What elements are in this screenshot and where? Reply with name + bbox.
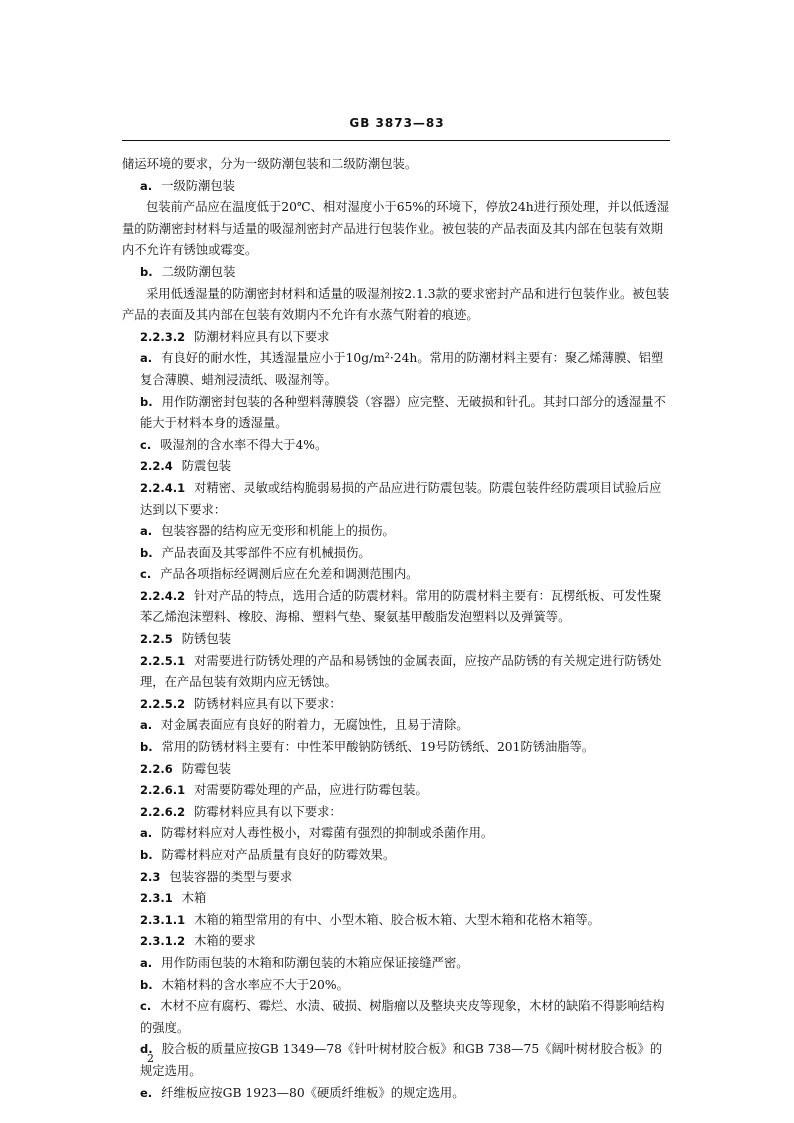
clause-number: c. (140, 437, 152, 452)
paragraph-text: 木箱的要求 (194, 934, 256, 949)
paragraph-text: 包装前产品应在温度低于20℃、相对湿度小于65%的环境下，停放24h进行预处理，并以低透湿量的防潮密封材料与适量的吸湿剂密封产品进行包装作业。被包装的产品表面及其内部在包装有效期内不允许有锈蚀或霉变。 (122, 200, 669, 258)
clause-number: 2.2.3.2 (140, 329, 186, 344)
paragraph (122, 521, 670, 543)
paragraph (122, 651, 670, 694)
paragraph-text: 防锈包装 (181, 632, 231, 647)
document-header: GB 3873—83 (349, 116, 445, 130)
clause-number: 2.2.5.1 (140, 653, 186, 668)
paragraph (122, 154, 670, 176)
paragraph (122, 845, 670, 867)
paragraph-text: 包装容器的结构应无变形和机能上的损伤。 (161, 524, 395, 539)
paragraph-text: 木材不应有腐朽、霉烂、水渍、破损、树脂瘤以及整块夹皮等现象，木材的缺陷不得影响结构的强度。 (140, 999, 665, 1035)
clause-number: a. (140, 718, 153, 733)
paragraph-text: 对金属表面应有良好的附着力，无腐蚀性，且易于清除。 (161, 718, 469, 733)
paragraph (122, 456, 670, 478)
paragraph-text: 对需要防霉处理的产品，应进行防霉包装。 (194, 783, 428, 798)
clause-number: a. (140, 178, 153, 193)
paragraph (122, 564, 670, 586)
paragraph-text: 有良好的耐水性，其透湿量应小于10g/m²·24h。常用的防潮材料主要有：聚乙烯薄膜、铝塑复合薄膜、蜡剂浸渍纸、吸湿剂等。 (140, 351, 664, 387)
paragraph (122, 327, 670, 349)
paragraph-text: 胶合板的质量应按GB 1349—78《针叶树材胶合板》和GB 738—75《阔叶树材胶合板》的规定选用。 (140, 1042, 663, 1078)
paragraph-text: 木箱的箱型常用的有中、小型木箱、胶合板木箱、大型木箱和花格木箱等。 (194, 912, 600, 927)
clause-number: a. (140, 524, 153, 539)
paragraph-text: 包装容器的类型与要求 (169, 869, 293, 884)
header-rule (122, 140, 670, 141)
paragraph-text: 防锈材料应具有以下要求： (194, 696, 342, 711)
paragraph (122, 910, 670, 932)
clause-number: 2.2.6.2 (140, 804, 186, 819)
paragraph-text: 纤维板应按GB 1923—80《硬质纤维板》的规定选用。 (161, 1085, 465, 1100)
paragraph (122, 629, 670, 651)
clause-number: e. (140, 1085, 153, 1100)
paragraph-text: 防霉包装 (181, 761, 231, 776)
paragraph (122, 694, 670, 716)
paragraph (122, 435, 670, 457)
paragraph-text: 防霉材料应具有以下要求： (194, 804, 342, 819)
clause-number: d. (140, 1042, 153, 1057)
paragraph (122, 780, 670, 802)
paragraph-text: 一级防潮包装 (161, 178, 235, 193)
paragraph (122, 197, 670, 262)
clause-number: 2.3.1 (140, 891, 173, 906)
paragraph (122, 888, 670, 910)
clause-number: b. (140, 977, 153, 992)
paragraph-text: 储运环境的要求，分为一级防潮包装和二级防潮包装。 (122, 157, 418, 171)
paragraph (122, 348, 670, 391)
clause-number: a. (140, 826, 153, 841)
paragraph-text: 用作防潮密封包装的各种塑料薄膜袋（容器）应完整、无破损和针孔。其封口部分的透湿量不能大于材料本身的透湿量。 (140, 394, 666, 431)
paragraph (122, 953, 670, 975)
paragraph (122, 176, 670, 198)
clause-number: b. (140, 394, 153, 409)
paragraph (122, 931, 670, 953)
clause-number: b. (140, 740, 153, 755)
clause-number: a. (140, 955, 153, 970)
paragraph (122, 737, 670, 759)
paragraph (122, 802, 670, 824)
document-body (122, 154, 670, 1104)
paragraph-text: 防潮材料应具有以下要求 (194, 329, 330, 344)
clause-number: 2.2.4 (140, 459, 173, 474)
paragraph (122, 262, 670, 284)
clause-number: 2.2.5 (140, 632, 173, 647)
paragraph (122, 996, 670, 1039)
clause-number: 2.2.4.2 (140, 588, 186, 603)
clause-number: 2.3.1.2 (140, 934, 186, 949)
paragraph-text: 产品表面及其零部件不应有机械损伤。 (161, 545, 371, 560)
paragraph (122, 975, 670, 997)
clause-number: c. (140, 999, 152, 1014)
clause-number: 2.2.6 (140, 761, 173, 776)
page-number: 2 (147, 1052, 154, 1065)
clause-number: b. (140, 848, 153, 862)
paragraph (122, 715, 670, 737)
paragraph (122, 586, 670, 629)
paragraph-text: 防震包装 (181, 459, 231, 474)
clause-number: a. (140, 351, 153, 366)
paragraph-text: 常用的防锈材料主要有：中性苯甲酸钠防锈纸、19号防锈纸、201防锈油脂等。 (161, 740, 595, 755)
paragraph-text: 针对产品的特点，选用合适的防震材料。常用的防震材料主要有：瓦楞纸板、可发性聚苯乙烯泡沫塑料、橡胶、海棉、塑料气垫、聚氨基甲酸脂发泡塑料以及弹簧等。 (140, 588, 662, 625)
paragraph-text: 用作防雨包装的木箱和防潮包装的木箱应保证接缝严密。 (161, 955, 469, 970)
paragraph (122, 543, 670, 565)
paragraph-text: 防霉材料应对人毒性极小，对霉菌有强烈的抑制或杀菌作用。 (161, 826, 494, 841)
paragraph-text: 木箱 (181, 891, 207, 906)
paragraph (122, 823, 670, 845)
paragraph-text: 吸湿剂的含水率不得大于4%。 (160, 437, 328, 452)
paragraph (122, 1039, 670, 1082)
clause-number: 2.3.1.1 (140, 912, 186, 927)
paragraph-text: 二级防潮包装 (161, 264, 236, 279)
paragraph (122, 284, 670, 327)
clause-number: c. (140, 567, 152, 582)
paragraph (122, 759, 670, 781)
paragraph (122, 867, 670, 889)
paragraph-text: 木箱材料的含水率应不大于20%。 (161, 977, 349, 992)
paragraph-text: 防霉材料应对产品质量有良好的防霉效果。 (161, 848, 396, 862)
clause-number: b. (140, 545, 153, 560)
paragraph-text: 采用低透湿量的防潮密封材料和适量的吸湿剂按2.1.3款的要求密封产品和进行包装作业。被包装产品的表面及其内部在包装有效期内不允许有水蒸气附着的痕迹。 (122, 286, 670, 323)
clause-number: 2.2.6.1 (140, 783, 186, 798)
paragraph-text: 产品各项指标经调测后应在允差和调测范围内。 (160, 567, 419, 582)
clause-number: 2.2.5.2 (140, 696, 186, 711)
paragraph (122, 478, 670, 521)
clause-number: 2.2.4.1 (140, 480, 186, 495)
paragraph-text: 对需要进行防锈处理的产品和易锈蚀的金属表面，应按产品防锈的有关规定进行防锈处理，在产品包装有效期内应无锈蚀。 (140, 653, 662, 690)
paragraph-text: 对精密、灵敏或结构脆弱易损的产品应进行防震包装。防震包装件经防震项目试验后应达到以下要求： (140, 480, 662, 517)
clause-number: b. (140, 264, 153, 279)
clause-number: 2.3 (140, 869, 161, 884)
paragraph (122, 392, 670, 435)
paragraph (122, 1083, 670, 1105)
